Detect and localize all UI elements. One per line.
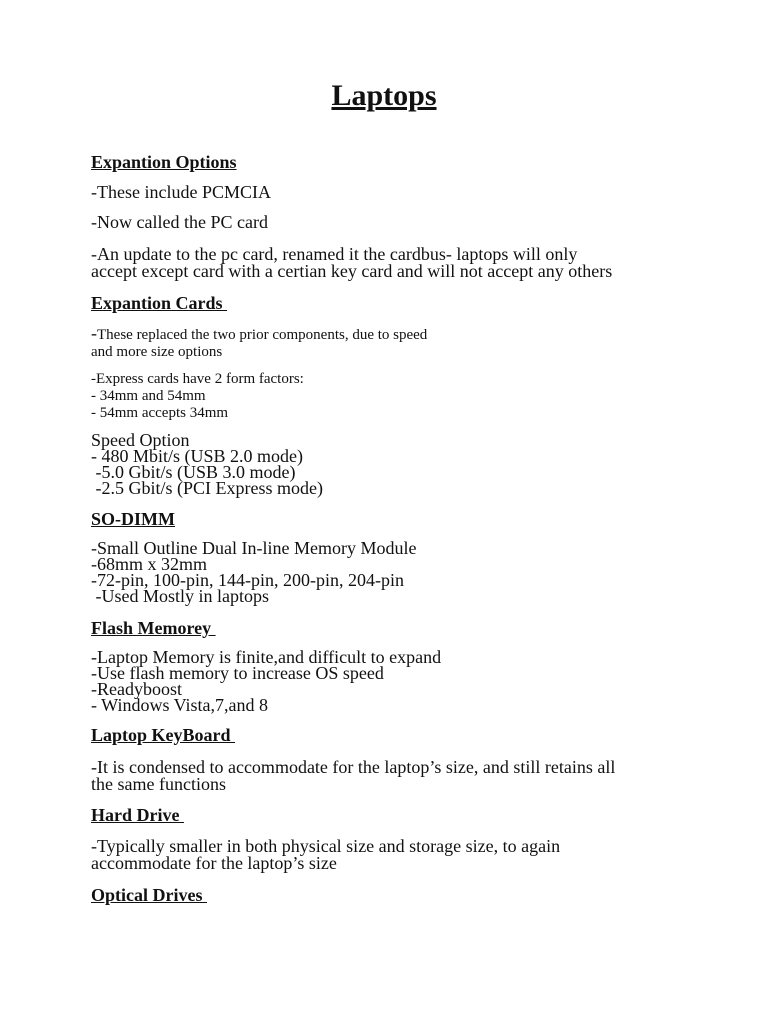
text-so-dimm-details: -Small Outline Dual In-line Memory Module -68mm x 32mm -72-pin, 100-pin, 144-pin, 200-pin, 204-pin -Used Mostly in laptops: [91, 538, 417, 606]
text-replaced-components-body: These replaced the two prior components, due to speed and more size options: [91, 327, 428, 360]
heading-expansion-cards: Expantion Cards: [91, 293, 228, 313]
text-express-form-factors: -Express cards have 2 form factors: - 34mm and 54mm - 54mm accepts 34mm: [91, 371, 304, 421]
text-keyboard-details: -It is condensed to accommodate for the laptop’s size, and still retains all the same functions: [91, 757, 616, 794]
text-speed-options: Speed Option - 480 Mbit/s (USB 2.0 mode) -5.0 Gbit/s (USB 3.0 mode) -2.5 Gbit/s (PCI Express mode): [91, 430, 323, 498]
text-pc-card: -Now called the PC card: [91, 212, 268, 232]
text-hard-drive-details: -Typically smaller in both physical size and storage size, to again accommodate for the laptop’s size: [91, 836, 561, 873]
heading-optical-drives: Optical Drives: [91, 885, 207, 905]
heading-expansion-options: Expantion Options: [91, 152, 237, 172]
lead-dash: -: [91, 323, 97, 343]
text-cardbus: -An update to the pc card, renamed it the cardbus- laptops will only accept except card with a certian key card and will not accept any others: [91, 244, 613, 281]
text-flash-memory-details: -Laptop Memory is finite,and difficult to expand -Use flash memory to increase OS speed -Readyboost - Windows Vista,7,and 8: [91, 647, 442, 715]
text-pcmcia: -These include PCMCIA: [91, 182, 271, 202]
heading-laptop-keyboard: Laptop KeyBoard: [91, 725, 236, 745]
text-replaced-components: [91, 325, 427, 361]
heading-so-dimm: SO-DIMM: [91, 509, 175, 529]
page-title: Laptops: [331, 79, 437, 112]
heading-hard-drive: Hard Drive: [91, 805, 184, 825]
heading-flash-memory: Flash Memorey: [91, 618, 216, 638]
